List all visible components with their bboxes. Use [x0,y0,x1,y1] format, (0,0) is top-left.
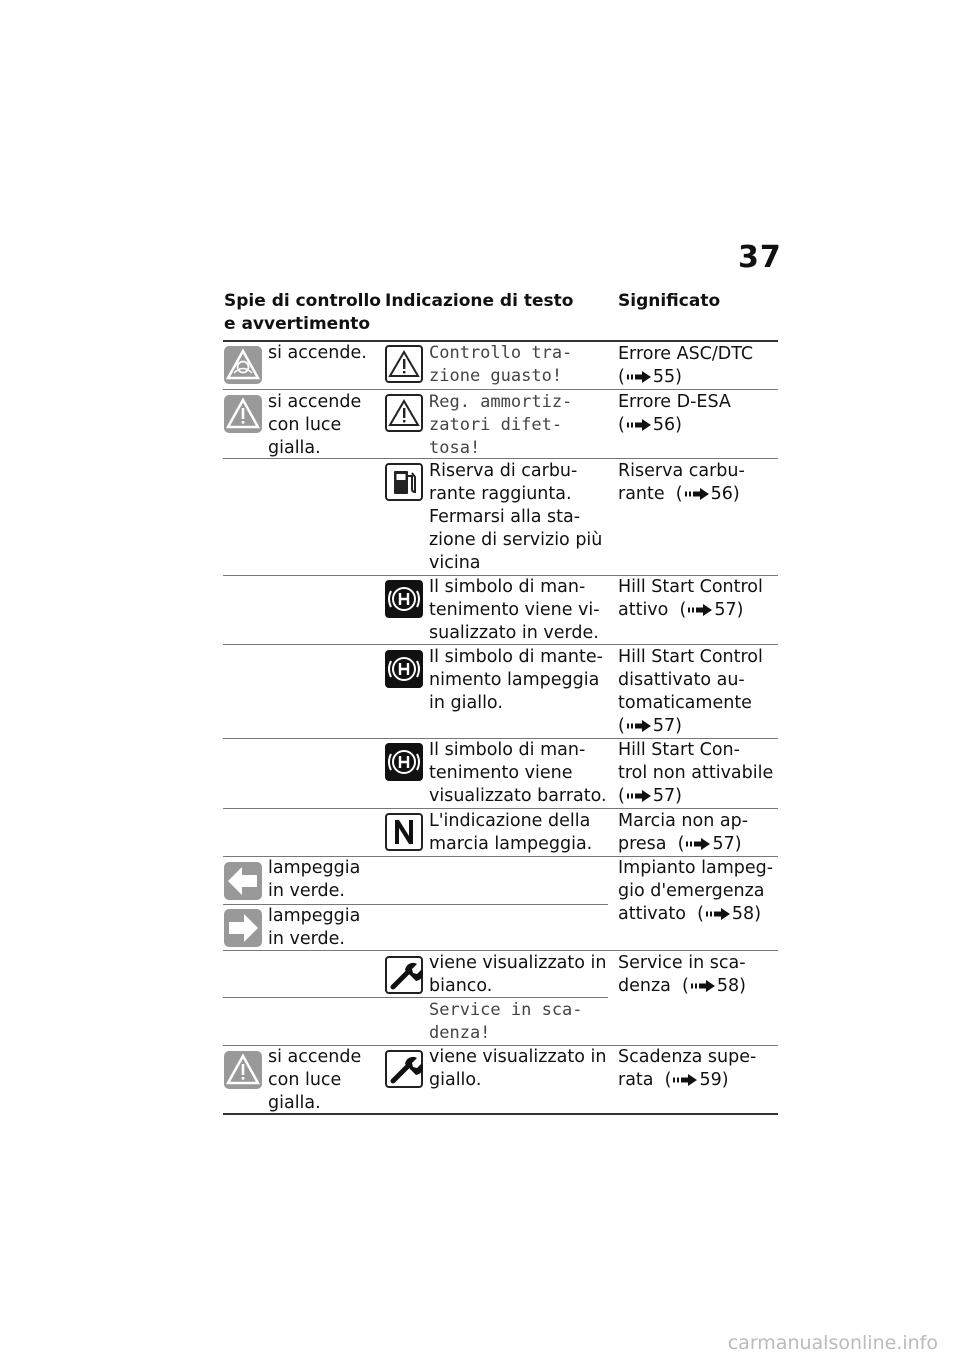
display-text: Il simbolo di man- tenimento viene vi- sualizzato in verde. [429,577,600,643]
lamp-text: lampeggia in verde. [268,858,361,901]
display-text: viene visualizzato in bianco. [429,953,607,996]
display-text: Il simbolo di man- tenimento viene visualizzato barrato. [429,740,607,806]
header-col1 [224,290,381,336]
page-reference: ( 56) [618,415,682,435]
page-arrow-icon [688,604,712,616]
hill-hold-icon [385,743,423,781]
page-arrow-icon [673,1074,697,1086]
page-arrow-icon [686,838,710,850]
page-reference: rata ( 59) [618,1070,729,1090]
meaning-text: Riserva carbu- rante ( 56) [618,461,745,504]
hill-hold-icon [385,580,423,618]
right-indicator-lamp-icon [223,908,263,948]
page-arrow-icon [627,720,651,732]
meaning-text: Hill Start Control attivo ( 57) [618,577,763,620]
header-col3: Significato [618,291,721,311]
display-text: Controllo tra- zione guasto! [429,343,573,386]
display-text: Il simbolo di mante- nimento lampeggia in giallo. [429,647,603,713]
meaning-text: Impianto lampeg- gio d'emergenza attivato ( 58) [618,858,774,924]
warning-lamp-icon [223,394,263,434]
lamp-text: si accende. [268,343,367,363]
lamp-text: si accende con luce gialla. [268,392,362,458]
fuel-pump-icon [385,463,423,501]
page-reference: rante ( 56) [618,484,740,504]
left-indicator-lamp-icon [223,861,263,901]
header-col2: Indicazione di testo [385,291,574,311]
page-arrow-icon [627,419,651,431]
warning-lamp-icon [223,1050,263,1090]
display-text: Riserva di carbu- rante raggiunta. Fermarsi alla sta- zione di servizio più vicina [429,461,603,573]
page-reference: presa ( 57) [618,834,742,854]
header-col1-line1: Spie di controllo [224,291,381,311]
wrench-icon [385,956,423,994]
display-text: viene visualizzato in giallo. [429,1047,607,1090]
page-arrow-icon [706,908,730,920]
page-arrow-icon [627,790,651,802]
meaning-text: Service in sca- denza ( 58) [618,953,746,996]
page-reference: ( 57) [618,716,682,736]
page-reference: ( 57) [618,786,682,806]
header-col1-line2: e avvertimento [224,314,371,334]
page-arrow-icon [691,980,715,992]
page-number: 37 [738,240,782,275]
watermark: carmanualsonline.info [727,1332,938,1354]
display-text-mono: Service in sca- denza! [429,1000,583,1043]
page-reference: denza ( 58) [618,976,746,996]
meaning-text: Marcia non ap- presa ( 57) [618,811,749,854]
meaning-text: Hill Start Control disattivato au- tomaticamente ( 57) [618,647,763,736]
wrench-icon [385,1050,423,1088]
lamp-text: si accende con luce gialla. [268,1047,362,1113]
meaning-text: Hill Start Con- trol non attivabile ( 57) [618,740,774,806]
page-arrow-icon [627,371,651,383]
row-divider [223,808,778,809]
page-reference: ( 55) [618,367,682,387]
display-text: L'indicazione della marcia lampeggia. [429,811,593,854]
display-text: Reg. ammortiz- zatori difet- tosa! [429,392,573,458]
meaning-text: Errore D-ESA ( 56) [618,392,731,435]
hill-hold-icon [385,650,423,688]
row-divider [223,389,778,390]
page-reference: attivato ( 58) [618,904,762,924]
traction-warning-lamp-icon [223,345,263,385]
gear-n-icon [385,813,423,851]
page-reference: attivo ( 57) [618,600,744,620]
warning-triangle-icon [385,394,423,432]
meaning-text: Errore ASC/DTC ( 55) [618,344,754,387]
warning-triangle-icon [385,345,423,383]
page-arrow-icon [685,488,709,500]
meaning-text: Scadenza supe- rata ( 59) [618,1047,757,1090]
lamp-text: lampeggia in verde. [268,906,361,949]
